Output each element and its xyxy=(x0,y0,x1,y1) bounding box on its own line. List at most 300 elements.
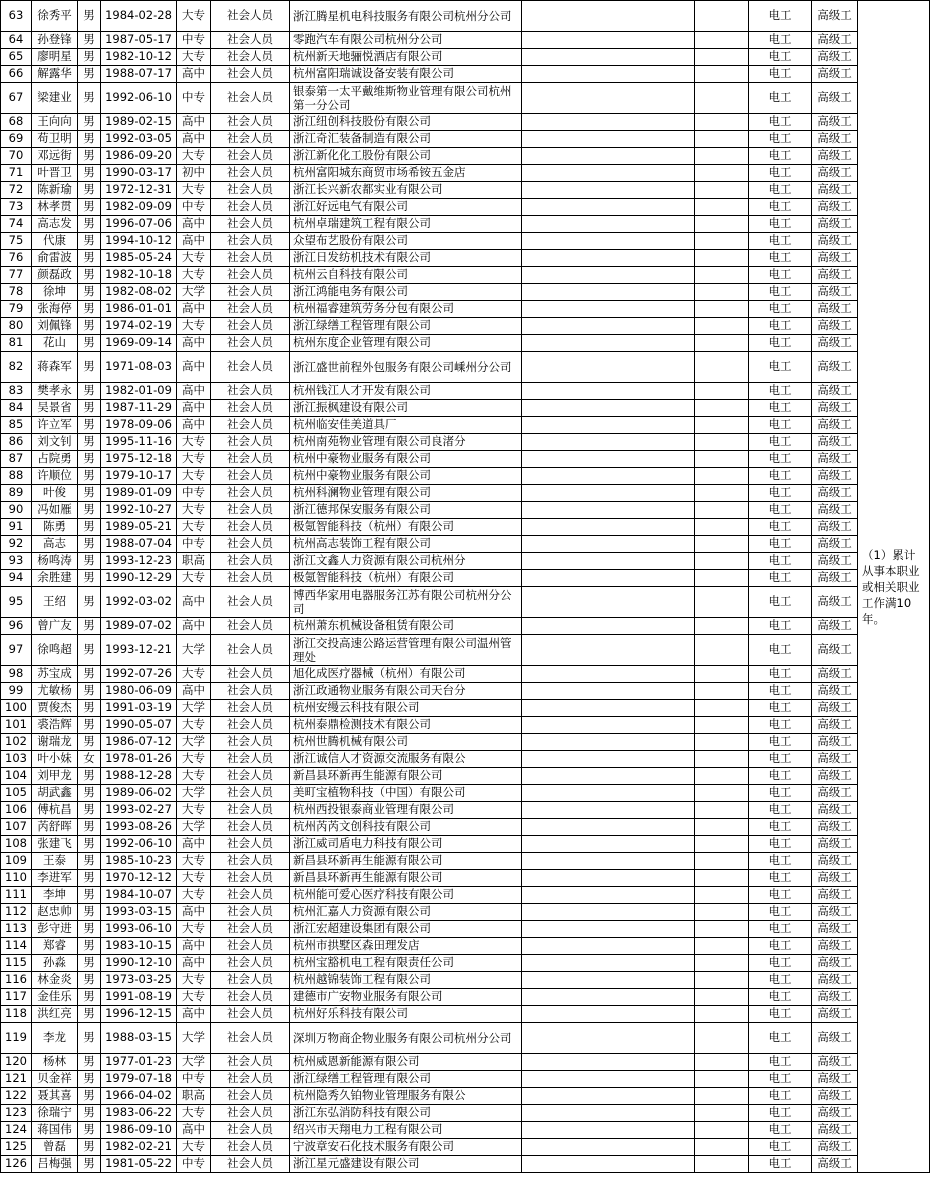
row-number: 117 xyxy=(1,989,32,1006)
table-row xyxy=(1,1139,930,1156)
employer-cell: 浙江星元盛建设有限公司 xyxy=(290,1156,522,1173)
occupation-cell: 电工 xyxy=(749,250,812,267)
row-number: 93 xyxy=(1,553,32,570)
employer-cell: 杭州临安佳美道具厂 xyxy=(290,417,522,434)
category-cell: 社会人员 xyxy=(211,1,290,32)
education-cell: 大专 xyxy=(177,267,211,284)
table-row xyxy=(1,785,930,802)
row-number: 99 xyxy=(1,683,32,700)
name-cell: 谢瑞龙 xyxy=(32,734,78,751)
level-cell: 高级工 xyxy=(812,32,858,49)
category-cell: 社会人员 xyxy=(211,570,290,587)
table-row xyxy=(1,1006,930,1023)
blank-cell xyxy=(522,301,695,318)
occupation-cell: 电工 xyxy=(749,485,812,502)
table-row xyxy=(1,870,930,887)
row-number: 85 xyxy=(1,417,32,434)
category-cell: 社会人员 xyxy=(211,1071,290,1088)
name-cell: 杨鸣涛 xyxy=(32,553,78,570)
row-number: 89 xyxy=(1,485,32,502)
sex-cell: 男 xyxy=(78,66,101,83)
education-cell: 中专 xyxy=(177,536,211,553)
sex-cell: 男 xyxy=(78,267,101,284)
table-row xyxy=(1,700,930,717)
education-cell: 高中 xyxy=(177,618,211,635)
row-number: 92 xyxy=(1,536,32,553)
name-cell: 苏宝成 xyxy=(32,666,78,683)
level-cell: 高级工 xyxy=(812,267,858,284)
level-cell: 高级工 xyxy=(812,182,858,199)
employer-cell: 浙江文鑫人力资源有限公司杭州分 xyxy=(290,553,522,570)
table-row xyxy=(1,1071,930,1088)
occupation-cell: 电工 xyxy=(749,887,812,904)
category-cell: 社会人员 xyxy=(211,972,290,989)
category-cell: 社会人员 xyxy=(211,267,290,284)
education-cell: 大学 xyxy=(177,734,211,751)
row-number: 123 xyxy=(1,1105,32,1122)
blank-cell xyxy=(695,335,749,352)
sex-cell: 男 xyxy=(78,570,101,587)
sex-cell: 男 xyxy=(78,502,101,519)
category-cell: 社会人员 xyxy=(211,182,290,199)
blank-cell xyxy=(695,853,749,870)
occupation-cell: 电工 xyxy=(749,301,812,318)
blank-cell xyxy=(695,352,749,383)
blank-cell xyxy=(522,335,695,352)
name-cell: 洪红亮 xyxy=(32,1006,78,1023)
category-cell: 社会人员 xyxy=(211,768,290,785)
category-cell: 社会人员 xyxy=(211,955,290,972)
category-cell: 社会人员 xyxy=(211,66,290,83)
birth-date-cell: 1984-02-28 xyxy=(101,1,177,32)
occupation-cell: 电工 xyxy=(749,683,812,700)
name-cell: 傅杭昌 xyxy=(32,802,78,819)
sex-cell: 男 xyxy=(78,216,101,233)
category-cell: 社会人员 xyxy=(211,553,290,570)
category-cell: 社会人员 xyxy=(211,785,290,802)
occupation-cell: 电工 xyxy=(749,1105,812,1122)
employer-cell: 浙江盛世前程外包服务有限公司嵊州分公司 xyxy=(290,352,522,383)
employer-cell: 杭州西投银泰商业管理有限公司 xyxy=(290,802,522,819)
name-cell: 邓远街 xyxy=(32,148,78,165)
education-cell: 高中 xyxy=(177,955,211,972)
education-cell: 大专 xyxy=(177,468,211,485)
table-row xyxy=(1,683,930,700)
blank-cell xyxy=(522,955,695,972)
row-number: 83 xyxy=(1,383,32,400)
level-cell: 高级工 xyxy=(812,887,858,904)
table-row xyxy=(1,519,930,536)
name-cell: 王向向 xyxy=(32,114,78,131)
category-cell: 社会人员 xyxy=(211,904,290,921)
education-cell: 大专 xyxy=(177,887,211,904)
name-cell: 聂其喜 xyxy=(32,1088,78,1105)
education-cell: 大专 xyxy=(177,434,211,451)
name-cell: 陈新瑜 xyxy=(32,182,78,199)
category-cell: 社会人员 xyxy=(211,468,290,485)
employer-cell: 杭州市拱墅区森田理发店 xyxy=(290,938,522,955)
table-row xyxy=(1,485,930,502)
sex-cell: 男 xyxy=(78,1054,101,1071)
level-cell: 高级工 xyxy=(812,434,858,451)
row-number: 81 xyxy=(1,335,32,352)
education-cell: 高中 xyxy=(177,66,211,83)
birth-date-cell: 1973-03-25 xyxy=(101,972,177,989)
occupation-cell: 电工 xyxy=(749,751,812,768)
blank-cell xyxy=(695,1122,749,1139)
birth-date-cell: 1988-03-15 xyxy=(101,1023,177,1054)
birth-date-cell: 1993-03-15 xyxy=(101,904,177,921)
occupation-cell: 电工 xyxy=(749,400,812,417)
table-row xyxy=(1,1054,930,1071)
category-cell: 社会人员 xyxy=(211,819,290,836)
birth-date-cell: 1983-10-15 xyxy=(101,938,177,955)
level-cell: 高级工 xyxy=(812,536,858,553)
row-number: 66 xyxy=(1,66,32,83)
blank-cell xyxy=(522,1088,695,1105)
level-cell: 高级工 xyxy=(812,417,858,434)
level-cell: 高级工 xyxy=(812,66,858,83)
birth-date-cell: 1975-12-18 xyxy=(101,451,177,468)
table-row xyxy=(1,955,930,972)
level-cell: 高级工 xyxy=(812,921,858,938)
level-cell: 高级工 xyxy=(812,904,858,921)
category-cell: 社会人员 xyxy=(211,165,290,182)
blank-cell xyxy=(522,870,695,887)
category-cell: 社会人员 xyxy=(211,1122,290,1139)
table-row xyxy=(1,921,930,938)
name-cell: 徐秀平 xyxy=(32,1,78,32)
occupation-cell: 电工 xyxy=(749,536,812,553)
name-cell: 蒋国伟 xyxy=(32,1122,78,1139)
blank-cell xyxy=(695,785,749,802)
row-number: 125 xyxy=(1,1139,32,1156)
education-cell: 高中 xyxy=(177,417,211,434)
table-row xyxy=(1,553,930,570)
blank-cell xyxy=(695,802,749,819)
occupation-cell: 电工 xyxy=(749,938,812,955)
name-cell: 冯如雁 xyxy=(32,502,78,519)
level-cell: 高级工 xyxy=(812,819,858,836)
table-row xyxy=(1,216,930,233)
name-cell: 李进军 xyxy=(32,870,78,887)
sex-cell: 男 xyxy=(78,1,101,32)
blank-cell xyxy=(695,887,749,904)
blank-cell xyxy=(695,955,749,972)
table-row xyxy=(1,182,930,199)
occupation-cell: 电工 xyxy=(749,1139,812,1156)
blank-cell xyxy=(695,417,749,434)
table-row xyxy=(1,853,930,870)
education-cell: 大专 xyxy=(177,768,211,785)
category-cell: 社会人员 xyxy=(211,199,290,216)
blank-cell xyxy=(695,570,749,587)
table-row xyxy=(1,502,930,519)
table-row xyxy=(1,1088,930,1105)
category-cell: 社会人员 xyxy=(211,853,290,870)
category-cell: 社会人员 xyxy=(211,700,290,717)
employer-cell: 杭州隐秀久铂物业管理服务有限公 xyxy=(290,1088,522,1105)
blank-cell xyxy=(522,1156,695,1173)
sex-cell: 男 xyxy=(78,955,101,972)
sex-cell: 男 xyxy=(78,148,101,165)
sex-cell: 男 xyxy=(78,853,101,870)
education-cell: 大专 xyxy=(177,182,211,199)
name-cell: 许立军 xyxy=(32,417,78,434)
row-number: 80 xyxy=(1,318,32,335)
employer-cell: 零跑汽车有限公司杭州分公司 xyxy=(290,32,522,49)
row-number: 77 xyxy=(1,267,32,284)
level-cell: 高级工 xyxy=(812,1071,858,1088)
name-cell: 刘文钊 xyxy=(32,434,78,451)
name-cell: 叶小妹 xyxy=(32,751,78,768)
employer-cell: 杭州中豪物业服务有限公司 xyxy=(290,468,522,485)
level-cell: 高级工 xyxy=(812,148,858,165)
name-cell: 樊孝永 xyxy=(32,383,78,400)
blank-cell xyxy=(522,1054,695,1071)
name-cell: 彭守进 xyxy=(32,921,78,938)
education-cell: 大专 xyxy=(177,250,211,267)
birth-date-cell: 1986-01-01 xyxy=(101,301,177,318)
table-row xyxy=(1,400,930,417)
blank-cell xyxy=(522,785,695,802)
blank-cell xyxy=(695,700,749,717)
sex-cell: 男 xyxy=(78,318,101,335)
sex-cell: 男 xyxy=(78,836,101,853)
row-number: 95 xyxy=(1,587,32,618)
occupation-cell: 电工 xyxy=(749,717,812,734)
name-cell: 花山 xyxy=(32,335,78,352)
row-number: 112 xyxy=(1,904,32,921)
sex-cell: 男 xyxy=(78,870,101,887)
name-cell: 高志发 xyxy=(32,216,78,233)
education-cell: 高中 xyxy=(177,1006,211,1023)
level-cell: 高级工 xyxy=(812,199,858,216)
row-number: 100 xyxy=(1,700,32,717)
table-row xyxy=(1,904,930,921)
blank-cell xyxy=(695,318,749,335)
occupation-cell: 电工 xyxy=(749,32,812,49)
sex-cell: 男 xyxy=(78,768,101,785)
sex-cell: 男 xyxy=(78,819,101,836)
blank-cell xyxy=(695,836,749,853)
sex-cell: 男 xyxy=(78,1071,101,1088)
level-cell: 高级工 xyxy=(812,1105,858,1122)
name-cell: 徐瑞宁 xyxy=(32,1105,78,1122)
sex-cell: 男 xyxy=(78,989,101,1006)
blank-cell xyxy=(695,148,749,165)
blank-cell xyxy=(522,618,695,635)
blank-cell xyxy=(522,768,695,785)
table-row xyxy=(1,666,930,683)
row-number: 71 xyxy=(1,165,32,182)
blank-cell xyxy=(522,635,695,666)
table-row xyxy=(1,148,930,165)
education-cell: 大专 xyxy=(177,49,211,66)
birth-date-cell: 1990-12-10 xyxy=(101,955,177,972)
row-number: 111 xyxy=(1,887,32,904)
birth-date-cell: 1991-03-19 xyxy=(101,700,177,717)
table-row xyxy=(1,165,930,182)
occupation-cell: 电工 xyxy=(749,216,812,233)
employer-cell: 旭化成医疗器械（杭州）有限公司 xyxy=(290,666,522,683)
blank-cell xyxy=(695,485,749,502)
blank-cell xyxy=(695,233,749,250)
category-cell: 社会人员 xyxy=(211,383,290,400)
category-cell: 社会人员 xyxy=(211,836,290,853)
education-cell: 高中 xyxy=(177,114,211,131)
name-cell: 贝金祥 xyxy=(32,1071,78,1088)
education-cell: 大学 xyxy=(177,1054,211,1071)
employer-cell: 杭州中豪物业服务有限公司 xyxy=(290,451,522,468)
education-cell: 高中 xyxy=(177,587,211,618)
birth-date-cell: 1978-09-06 xyxy=(101,417,177,434)
level-cell: 高级工 xyxy=(812,83,858,114)
sex-cell: 男 xyxy=(78,972,101,989)
birth-date-cell: 1987-11-29 xyxy=(101,400,177,417)
employer-cell: 浙江绿缮工程管理有限公司 xyxy=(290,1071,522,1088)
row-number: 102 xyxy=(1,734,32,751)
occupation-cell: 电工 xyxy=(749,519,812,536)
education-cell: 中专 xyxy=(177,199,211,216)
name-cell: 李龙 xyxy=(32,1023,78,1054)
blank-cell xyxy=(522,536,695,553)
category-cell: 社会人员 xyxy=(211,335,290,352)
category-cell: 社会人员 xyxy=(211,250,290,267)
table-row xyxy=(1,284,930,301)
birth-date-cell: 1993-02-27 xyxy=(101,802,177,819)
level-cell: 高级工 xyxy=(812,683,858,700)
level-cell: 高级工 xyxy=(812,1054,858,1071)
sex-cell: 男 xyxy=(78,1139,101,1156)
education-cell: 大专 xyxy=(177,989,211,1006)
occupation-cell: 电工 xyxy=(749,199,812,216)
name-cell: 尤敏杨 xyxy=(32,683,78,700)
sex-cell: 男 xyxy=(78,250,101,267)
occupation-cell: 电工 xyxy=(749,148,812,165)
sex-cell: 男 xyxy=(78,301,101,318)
education-cell: 大专 xyxy=(177,802,211,819)
education-cell: 大学 xyxy=(177,700,211,717)
row-number: 109 xyxy=(1,853,32,870)
row-number: 103 xyxy=(1,751,32,768)
blank-cell xyxy=(695,114,749,131)
birth-date-cell: 1989-02-15 xyxy=(101,114,177,131)
row-number: 67 xyxy=(1,83,32,114)
employer-cell: 杭州泰鼎检测技术有限公司 xyxy=(290,717,522,734)
blank-cell xyxy=(695,250,749,267)
blank-cell xyxy=(695,1139,749,1156)
name-cell: 王泰 xyxy=(32,853,78,870)
level-cell: 高级工 xyxy=(812,1139,858,1156)
table-row xyxy=(1,972,930,989)
education-cell: 高中 xyxy=(177,131,211,148)
name-cell: 孙淼 xyxy=(32,955,78,972)
occupation-cell: 电工 xyxy=(749,1071,812,1088)
blank-cell xyxy=(522,802,695,819)
row-number: 78 xyxy=(1,284,32,301)
name-cell: 杨林 xyxy=(32,1054,78,1071)
employer-cell: 杭州威恩新能源有限公司 xyxy=(290,1054,522,1071)
name-cell: 颜磊政 xyxy=(32,267,78,284)
blank-cell xyxy=(695,216,749,233)
category-cell: 社会人员 xyxy=(211,1088,290,1105)
level-cell: 高级工 xyxy=(812,666,858,683)
birth-date-cell: 1986-07-12 xyxy=(101,734,177,751)
blank-cell xyxy=(695,451,749,468)
table-row xyxy=(1,1023,930,1054)
education-cell: 大学 xyxy=(177,1023,211,1054)
blank-cell xyxy=(695,434,749,451)
row-number: 79 xyxy=(1,301,32,318)
blank-cell xyxy=(695,400,749,417)
category-cell: 社会人员 xyxy=(211,635,290,666)
blank-cell xyxy=(522,519,695,536)
blank-cell xyxy=(522,1105,695,1122)
table-row xyxy=(1,49,930,66)
row-number: 63 xyxy=(1,1,32,32)
blank-cell xyxy=(522,887,695,904)
category-cell: 社会人员 xyxy=(211,284,290,301)
table-row xyxy=(1,802,930,819)
birth-date-cell: 1993-12-21 xyxy=(101,635,177,666)
birth-date-cell: 1986-09-10 xyxy=(101,1122,177,1139)
name-cell: 俞雷波 xyxy=(32,250,78,267)
birth-date-cell: 1969-09-14 xyxy=(101,335,177,352)
employer-cell: 浙江日发纺机技术有限公司 xyxy=(290,250,522,267)
occupation-cell: 电工 xyxy=(749,383,812,400)
level-cell: 高级工 xyxy=(812,768,858,785)
level-cell: 高级工 xyxy=(812,468,858,485)
table-row xyxy=(1,318,930,335)
occupation-cell: 电工 xyxy=(749,267,812,284)
blank-cell xyxy=(522,700,695,717)
education-cell: 大专 xyxy=(177,666,211,683)
occupation-cell: 电工 xyxy=(749,570,812,587)
table-row xyxy=(1,587,930,618)
birth-date-cell: 1993-08-26 xyxy=(101,819,177,836)
blank-cell xyxy=(522,114,695,131)
birth-date-cell: 1991-08-19 xyxy=(101,989,177,1006)
education-cell: 大专 xyxy=(177,921,211,938)
sex-cell: 男 xyxy=(78,383,101,400)
category-cell: 社会人员 xyxy=(211,216,290,233)
blank-cell xyxy=(522,49,695,66)
employer-cell: 杭州汇嘉人力资源有限公司 xyxy=(290,904,522,921)
education-cell: 大专 xyxy=(177,148,211,165)
employer-cell: 浙江振枫建设有限公司 xyxy=(290,400,522,417)
sex-cell: 男 xyxy=(78,485,101,502)
table-row xyxy=(1,335,930,352)
occupation-cell: 电工 xyxy=(749,165,812,182)
blank-cell xyxy=(522,1139,695,1156)
occupation-cell: 电工 xyxy=(749,284,812,301)
level-cell: 高级工 xyxy=(812,335,858,352)
table-row xyxy=(1,1,930,32)
row-number: 104 xyxy=(1,768,32,785)
name-cell: 叶晋卫 xyxy=(32,165,78,182)
blank-cell xyxy=(522,683,695,700)
blank-cell xyxy=(695,1105,749,1122)
row-number: 98 xyxy=(1,666,32,683)
category-cell: 社会人员 xyxy=(211,417,290,434)
education-cell: 大专 xyxy=(177,1105,211,1122)
category-cell: 社会人员 xyxy=(211,1139,290,1156)
occupation-cell: 电工 xyxy=(749,1006,812,1023)
blank-cell xyxy=(695,199,749,216)
occupation-cell: 电工 xyxy=(749,802,812,819)
blank-cell xyxy=(522,216,695,233)
